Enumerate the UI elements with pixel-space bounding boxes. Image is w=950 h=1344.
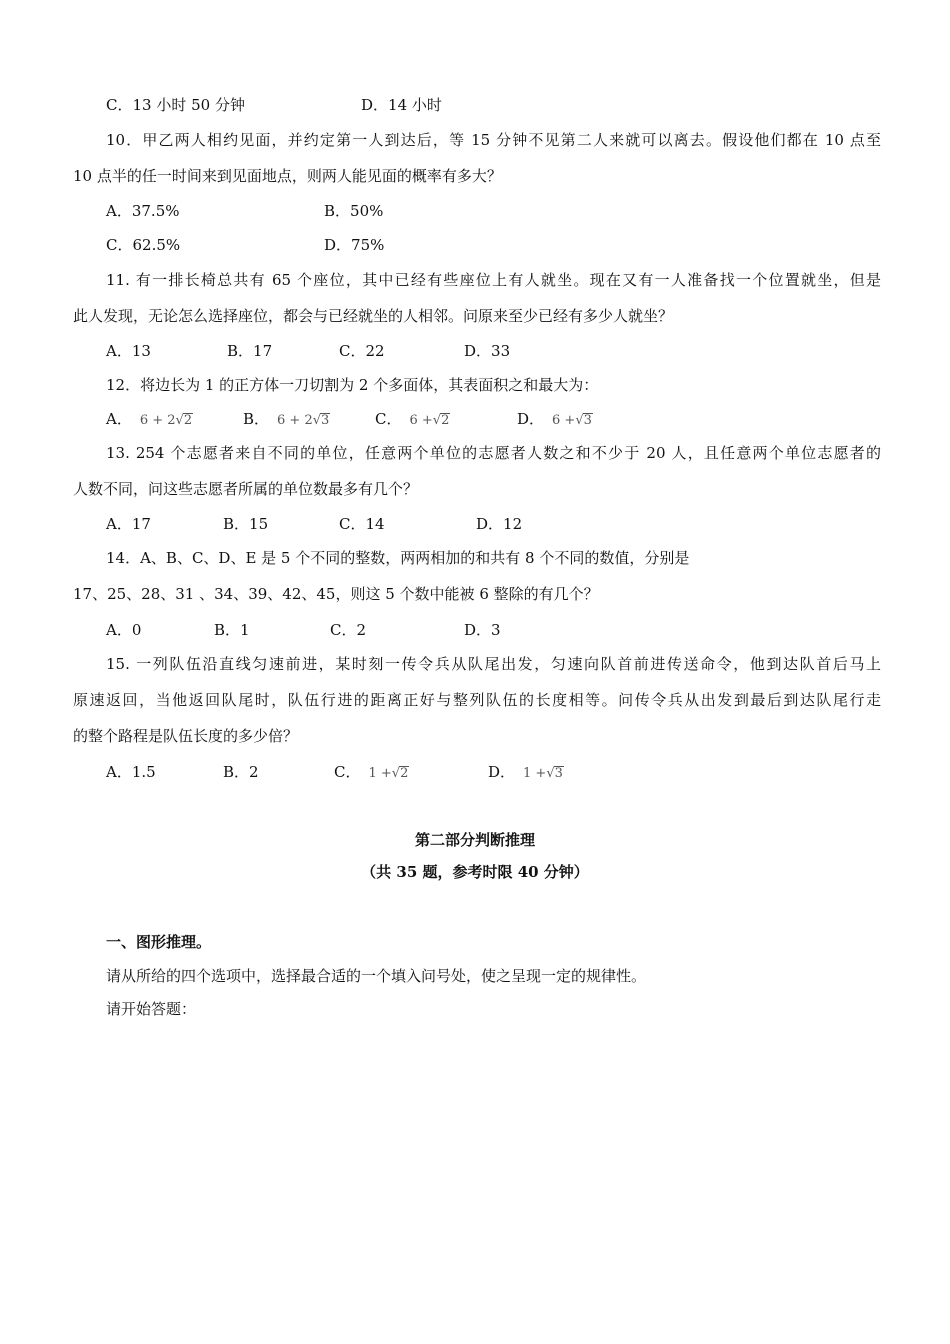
q15-stem-line-3: 的整个路程是队伍长度的多少倍？ [73, 727, 299, 745]
q12-option-a-prefix: 6 + 2 [139, 413, 176, 428]
q12-option-a-label: A． [106, 410, 132, 428]
sqrt-icon: √ [175, 413, 184, 428]
sqrt-icon: √ [312, 413, 322, 428]
q12-option-c-label: C． [375, 410, 402, 428]
q15-option-c-formula [368, 766, 409, 781]
q15-option-c-label: C． [334, 763, 361, 781]
q15-option-a: A．1.5 [106, 763, 156, 781]
q12-option-d-prefix: 6 + [552, 413, 576, 428]
q14-stem-line-2: 17、25、28、31 、34、39、42、45，则这 5 个数中能被 6 整除的有几个？ [73, 585, 599, 603]
q13-stem-line-1: 13. 254 个志愿者来自不同的单位，任意两个单位的志愿者人数之和不少于 20 人，且任意两个单位志愿者的 [106, 444, 881, 462]
q13-option-c: C．14 [339, 515, 385, 533]
q15-option-d-prefix: 1 + [523, 766, 547, 781]
q12-option-d-radicand: 3 [583, 413, 592, 428]
q12-option-d-formula [552, 413, 593, 428]
q13-option-d: D．12 [476, 515, 523, 533]
sqrt-icon: √ [546, 766, 555, 781]
q11-option-a: A．13 [106, 342, 151, 360]
q12-option-b-label: B． [243, 410, 270, 428]
q15-option-c-prefix: 1 + [368, 766, 392, 781]
q15-stem-line-1: 15. 一列队伍沿直线匀速前进，某时刻一传令兵从队尾出发，匀速向队首前进传送命令，他到达队首后马上 [106, 655, 881, 673]
section-instruction: 请从所给的四个选项中，选择最合适的一个填入问号处，使之呈现一定的规律性。 [106, 967, 647, 985]
sqrt-icon: √ [575, 413, 584, 428]
q14-option-a: A．0 [106, 621, 142, 639]
q13-option-b: B．15 [223, 515, 269, 533]
q12-option-b-radicand: 3 [321, 413, 330, 428]
q12-option-c-formula [409, 413, 450, 428]
q10-option-a: A．37.5% [106, 202, 180, 220]
q15-option-d-label: D． [488, 763, 516, 781]
q11-stem-line-1: 11. 有一排长椅总共有 65 个座位，其中已经有些座位上有人就坐。现在又有一人准备找一个位置就坐，但是 [106, 271, 881, 289]
part2-title: 第二部分判断推理 [414, 831, 535, 849]
q10-option-d: D．75% [324, 236, 385, 254]
section-heading: 一、图形推理。 [106, 933, 212, 951]
q14-option-b: B．1 [214, 621, 250, 639]
q10-option-b: B．50% [324, 202, 384, 220]
q15-option-c [334, 762, 409, 782]
part2-subtitle: （共 35 题，参考时限 40 分钟） [361, 863, 589, 881]
q12-option-c [375, 409, 450, 429]
q15-option-c-radicand: 2 [400, 766, 409, 781]
q12-option-d [517, 409, 593, 429]
sqrt-icon: √ [432, 413, 442, 428]
q12-option-d-label: D． [517, 410, 545, 428]
q13-stem-line-2: 人数不同，问这些志愿者所属的单位数最多有几个？ [73, 480, 419, 498]
q14-option-d: D．3 [464, 621, 501, 639]
q12-option-b [243, 409, 330, 429]
start-prompt: 请开始答题： [106, 1000, 197, 1018]
q15-option-d-formula [523, 766, 564, 781]
q12-option-b-prefix: 6 + 2 [277, 413, 313, 428]
q12-stem: 12．将边长为 1 的正方体一刀切割为 2 个多面体，其表面积之和最大为： [106, 376, 599, 394]
q15-option-d [488, 762, 564, 782]
q10-stem-line-2: 10 点半的任一时间来到见面地点，则两人能见面的概率有多大？ [73, 167, 502, 185]
q9-option-c: C．13 小时 50 分钟 [106, 96, 245, 114]
q12-option-a-radicand: 2 [183, 413, 193, 428]
q14-option-c: C．2 [330, 621, 367, 639]
q12-option-c-radicand: 2 [441, 413, 450, 428]
q10-option-c: C．62.5% [106, 236, 181, 254]
q11-option-b: B．17 [227, 342, 273, 360]
q12-option-b-formula [277, 413, 330, 428]
q15-stem-line-2: 原速返回，当他返回队尾时，队伍行进的距离正好与整列队伍的长度相等。问传令兵从出发到最后到达队尾行走 [73, 691, 881, 709]
q11-option-d: D．33 [464, 342, 511, 360]
q12-option-a [106, 409, 193, 429]
q11-option-c: C．22 [339, 342, 385, 360]
q12-option-c-prefix: 6 + [409, 413, 433, 428]
q15-option-d-radicand: 3 [554, 766, 563, 781]
q10-stem-line-1: 10．甲乙两人相约见面，并约定第一人到达后，等 15 分钟不见第二人来就可以离去。假设他们都在 10 点至 [106, 131, 881, 149]
q12-option-a-formula [140, 413, 193, 428]
q9-option-d: D．14 小时 [361, 96, 442, 114]
q15-option-b: B．2 [223, 763, 259, 781]
q13-option-a: A．17 [106, 515, 151, 533]
sqrt-icon: √ [391, 766, 401, 781]
q11-stem-line-2: 此人发现，无论怎么选择座位，都会与已经就坐的人相邻。问原来至少已经有多少人就坐？ [73, 307, 674, 325]
q14-stem-line-1: 14．A、B、C、D、E 是 5 个不同的整数，两两相加的和共有 8 个不同的数值，分别是 [106, 549, 690, 567]
